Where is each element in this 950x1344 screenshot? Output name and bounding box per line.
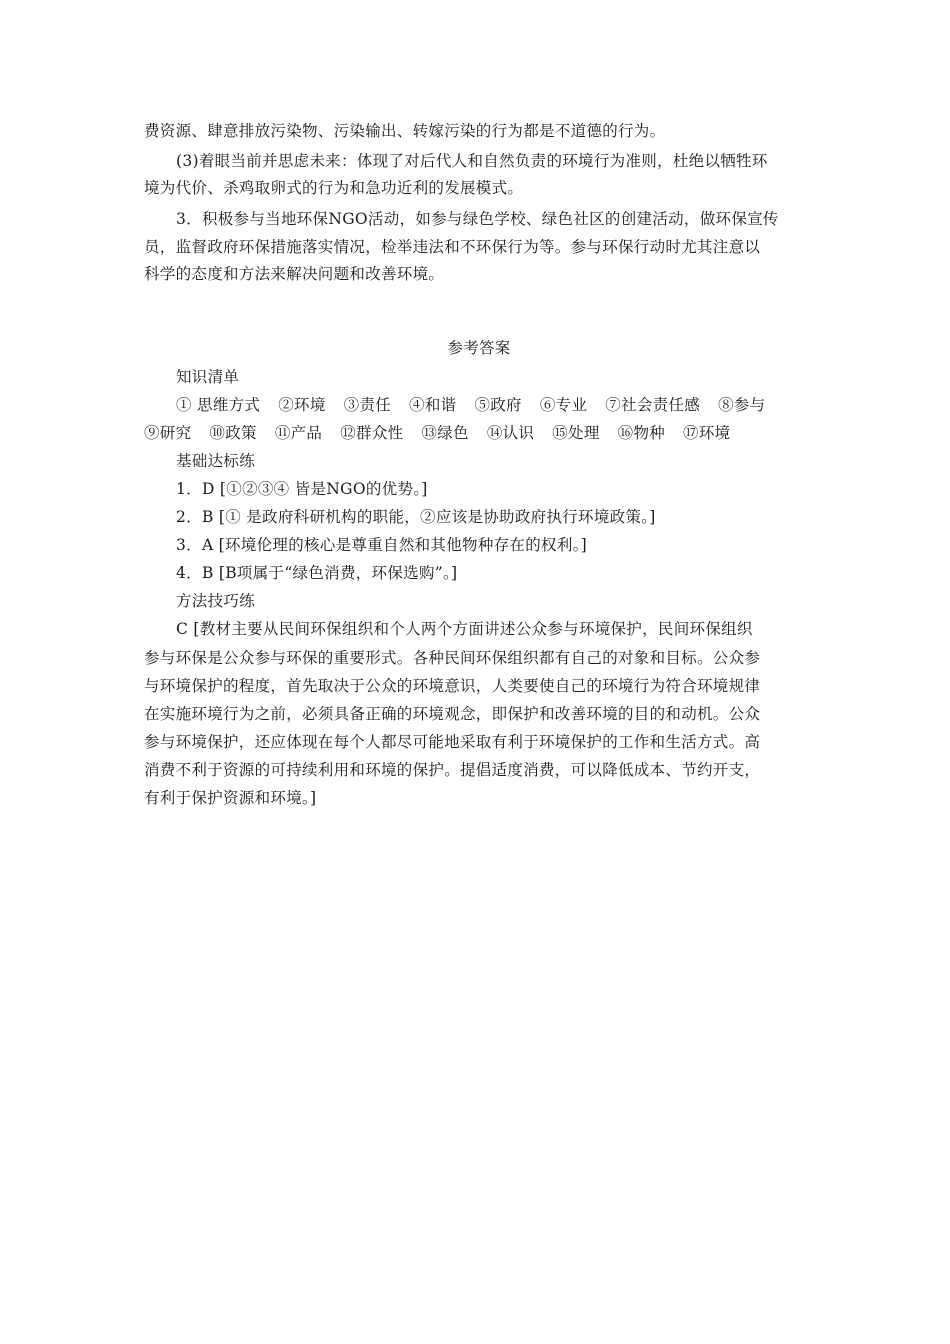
basic-answer-item: 1．D [①②③④ 皆是NGO的优势。] [176,480,428,498]
paragraph-line: 费资源、肆意排放污染物、污染输出、转嫁污染的行为都是不道德的行为。 [144,122,666,140]
basic-answer-item: 4．B [B项属于“绿色消费，环保选购”。] [176,564,458,582]
knowledge-item: ⑦社会责任感 [605,396,701,414]
knowledge-item: ③责任 [343,396,392,414]
knowledge-item: ⑯物种 [617,424,666,442]
knowledge-row-1 [176,394,816,416]
basic-heading: 基础达标练 [176,452,256,470]
method-answer-line: 与环境保护的程度，首先取决于公众的环境意识，人类要使自己的环境行为符合环境规律 [144,677,761,695]
knowledge-item: ⑫群众性 [340,424,404,442]
paragraph-line: (3)着眼当前并思虑未来：体现了对后代人和自然负责的环境行为准则，杜绝以牺牲环 [176,152,768,170]
knowledge-item: ⑭认识 [486,424,535,442]
method-answer-line: 在实施环境行为之前，必须具备正确的环境观念，即保护和改善环境的目的和动机。公众 [144,705,761,723]
method-heading: 方法技巧练 [176,592,256,610]
method-answer-line: 参与环保是公众参与环保的重要形式。各种民间环保组织都有自己的对象和目标。公众参 [144,649,761,667]
answers-title: 参考答案 [447,339,511,357]
knowledge-item: ⑪产品 [274,424,323,442]
method-answer-line: 有利于保护资源和环境。] [144,789,317,807]
basic-answer-item: 3．A [环境伦理的核心是尊重自然和其他物种存在的权利。] [176,536,588,554]
knowledge-item: ⑨研究 [144,424,192,442]
knowledge-item: ⑤政府 [474,396,522,414]
method-answer-line: 参与环境保护，还应体现在每个人都尽可能地采取有利于环境保护的工作和生活方式。高 [144,733,761,751]
paragraph-line: 科学的态度和方法来解决问题和改善环境。 [144,265,445,283]
knowledge-item: ⑧参与 [718,396,766,414]
knowledge-item: ⑰环境 [683,424,731,442]
knowledge-item: ⑮处理 [552,424,600,442]
knowledge-item: ① 思维方式 [176,396,261,414]
knowledge-item: ⑬绿色 [421,424,469,442]
method-answer-line: C [教材主要从民间环保组织和个人两个方面讲述公众参与环境保护，民间环保组织 [176,620,753,638]
knowledge-item: ②环境 [278,396,326,414]
paragraph-line: 员，监督政府环保措施落实情况，检举违法和不环保行为等。参与环保行动时尤其注意以 [144,238,761,256]
knowledge-heading: 知识清单 [176,368,240,386]
knowledge-row-2 [144,422,814,444]
knowledge-item: ⑥专业 [539,396,588,414]
paragraph-line: 境为代价、杀鸡取卵式的行为和急功近利的发展模式。 [144,179,524,197]
method-answer-line: 消费不利于资源的可持续利用和环境的保护。提倡适度消费，可以降低成本、节约开支， [144,761,761,779]
basic-answer-item: 2．B [① 是政府科研机构的职能，②应该是协助政府执行环境政策。] [176,508,656,526]
paragraph-line: 3．积极参与当地环保NGO活动，如参与绿色学校、绿色社区的创建活动，做环保宣传 [176,210,779,228]
knowledge-item: ④和谐 [409,396,457,414]
knowledge-item: ⑩政策 [209,424,257,442]
